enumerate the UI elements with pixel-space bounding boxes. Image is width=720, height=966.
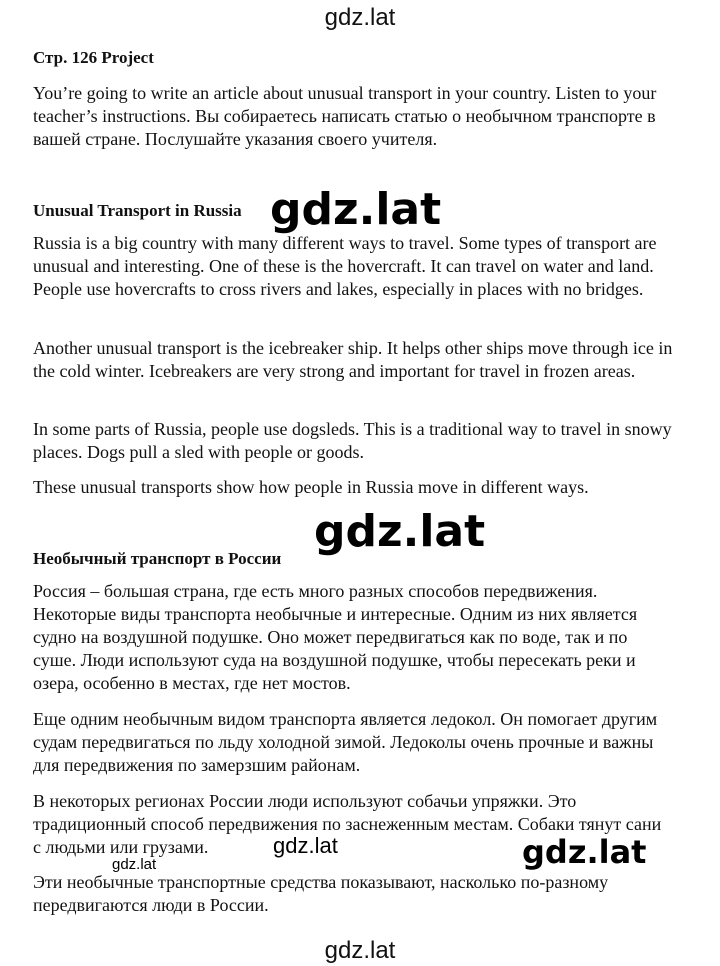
watermark: gdz.lat	[518, 836, 650, 868]
russian-paragraph-3: В некоторых регионах России люди используют собачьи упряжки. Это традиционный способ передвижения по заснеженным местам. Собаки тянут сани с людьми или грузами.	[33, 791, 662, 857]
english-paragraph-3: In some parts of Russia, people use dogsleds. This is a traditional way to travel in snowy places. Dogs pull a sled with people or goods.	[33, 419, 672, 462]
russian-paragraph-2: Еще одним необычным видом транспорта является ледокол. Он помогает другим судам передвигаться по льду холодной зимой. Ледоколы очень прочные и важны для передвижения по замерзшим районам.	[33, 709, 658, 775]
watermark: gdz.lat	[112, 856, 157, 873]
intro-paragraph: You’re going to write an article about unusual transport in your country. Listen to your teacher’s instructions. Вы собираетесь написать статью о необычном транспорте в вашей стране. Послушайте указания своего учителя.	[33, 83, 657, 149]
watermark: gdz.lat	[310, 510, 489, 554]
english-paragraph-4: These unusual transports show how people in Russia move in different ways.	[33, 477, 589, 497]
header-watermark: gdz.lat	[324, 4, 396, 31]
page-title: Стр. 126 Project	[33, 48, 154, 67]
russian-paragraph-1: Россия – большая страна, где есть много разных способов передвижения. Некоторые виды транспорта необычные и интересные. Одним из них является судно на воздушной подушке. Оно может передвигаться как по воде, так и по суше. Люди используют суда на воздушной подушке, чтобы пересекать реки и озера, особенно в местах, где нет мостов.	[33, 581, 638, 693]
english-heading: Unusual Transport in Russia	[33, 201, 242, 220]
english-paragraph-2: Another unusual transport is the icebreaker ship. It helps other ships move through ice in the cold winter. Icebreakers are very strong and important for travel in frozen areas.	[33, 338, 673, 381]
watermark: gdz.lat	[273, 833, 338, 858]
watermark: gdz.lat	[266, 188, 445, 232]
footer-watermark: gdz.lat	[324, 937, 396, 964]
russian-heading: Необычный транспорт в России	[33, 549, 282, 568]
russian-paragraph-4: Эти необычные транспортные средства показывают, насколько по-разному передвигаются люди в России.	[33, 872, 609, 915]
english-paragraph-1: Russia is a big country with many different ways to travel. Some types of transport are unusual and interesting. One of these is the hovercraft. It can travel on water and land. People use hovercrafts to cross rivers and lakes, especially in places with no bridges.	[33, 233, 657, 299]
